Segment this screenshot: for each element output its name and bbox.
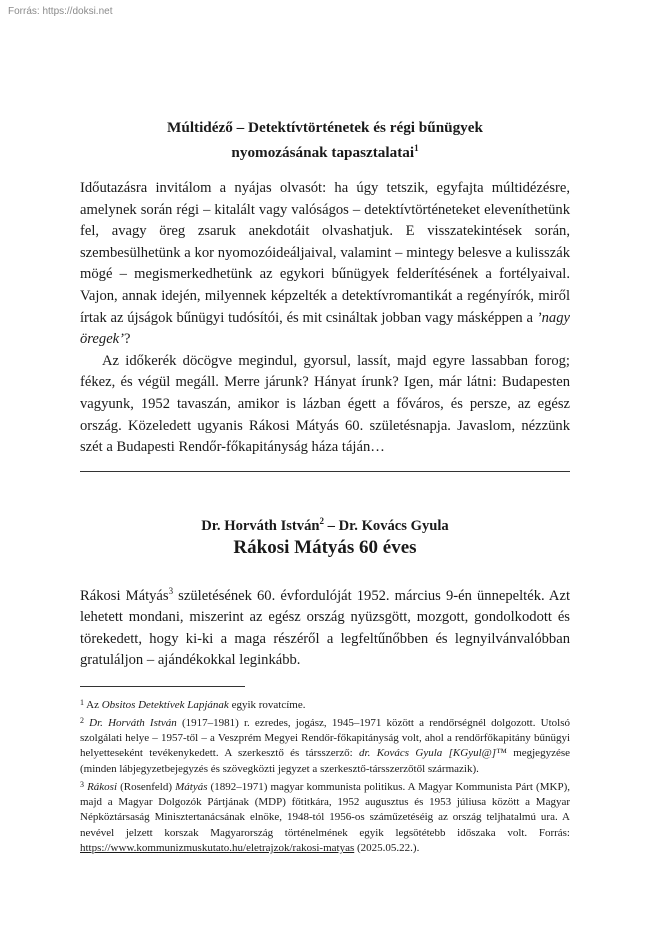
title-footnote-ref[interactable]: 1	[414, 143, 419, 153]
footnote-2-text-b: megjegyzése (minden lábjegyzetbejegyzés és szövegközti jegyzet a szerkesztő-társszerzőtől származik).	[80, 747, 570, 775]
footnote-3-source-link[interactable]: https://www.kommunizmuskutato.hu/eletrajzok/rakosi-matyas	[80, 841, 355, 854]
footnote-1-text-b: egyik rovatcíme.	[228, 698, 306, 711]
intro-paragraph-1	[80, 178, 570, 351]
author-2: – Dr. Kovács Gyula	[324, 517, 449, 534]
footnote-2-emphasis: Dr. Horváth István	[84, 717, 177, 730]
footnote-1-emphasis: Obsitos Detektívek Lapjának	[101, 698, 229, 711]
footnote-3-number: 3	[80, 779, 84, 789]
footnote-3-text-c: (2025.05.22.).	[354, 841, 420, 854]
page-content	[80, 0, 570, 856]
section-divider	[80, 471, 570, 472]
article-authors	[80, 512, 570, 535]
author-1: Dr. Horváth István	[201, 517, 320, 534]
body-name: Rákosi Mátyás	[80, 587, 169, 604]
intro-p1-emphasis: ’nagy öregek’	[80, 309, 570, 348]
intro-p1-end: ?	[124, 331, 131, 348]
intro-paragraph-2: Az időkerék döcögve megindul, gyorsul, lassít, majd egyre lassabban forog; fékez, és végül megáll. Merre járunk? Hányat írunk? Igen, már látni: Budapesten vagyunk, 1952 tavaszán, amikor is lázban égett a főváros, és persze, az egész ország. Közeledett ugyanis Rákosi Mátyás 60. születésnapja. Javaslom, nézzünk szét a Budapesti Rendőr-főkapitányság háza táján…	[80, 352, 570, 456]
footnote-3-emphasis: Rákosi	[84, 780, 118, 793]
title-line-2: nyomozásának tapasztalatai	[231, 144, 415, 162]
body-paragraph-1	[80, 581, 570, 672]
footnote-1-text-a: Az	[84, 698, 102, 711]
body-footnote-ref[interactable]: 3	[168, 585, 174, 596]
footnote-1	[80, 695, 570, 713]
footnote-1-number: 1	[80, 697, 84, 707]
footnote-3-text-a: (Rosenfeld)	[117, 780, 176, 793]
source-label: Forrás: https://doksi.net	[8, 6, 113, 17]
article-body	[80, 581, 570, 672]
footnote-3	[80, 777, 570, 856]
footnote-2-emphasis-2: dr. Kovács Gyula [KGyul@]™	[359, 747, 507, 760]
footnote-2-text-a: (1917–1981) r. ezredes, jogász, 1945–1971 között a rendőrségnél dolgozott. Utolsó szolgálati helye – 1957-től – a Veszprém Megyei Rendőr-főkapitányság volt, ahol a rendőrfőkapitány bűnügyi helyetteseként tevékenykedett. A szerkesztő és társszerző:	[80, 717, 570, 760]
footnote-3-emphasis-2: Mátyás	[175, 780, 208, 793]
footnote-3-text-b: (1892–1971) magyar kommunista politikus. A Magyar Kommunista Párt (MKP), majd a Magyar Dolgozók Pártjának (MDP) főtitkára, 1952 augusztus és 1953 júliusa között a Magyar Népköztársaság Minisztertanácsának elnöke, 1948-tól 1956-os száműzetéséig az ország teljhatalmú ura. A nevével jelzett korszak Magyarország történelmének egyik legsötétebb időszaka volt. Forrás:	[80, 780, 570, 839]
footnotes	[80, 695, 570, 856]
author-footnote-ref[interactable]: 2	[319, 515, 324, 526]
footnote-2-number: 2	[80, 716, 84, 726]
intro-p1-text: Időutazásra invitálom a nyájas olvasót: ha úgy tetszik, egyfajta múltidézésre, amelynek során régi – kitalált vagy valóságos – detektívtörténeteket eleveníthetünk fel, avagy öreg zsaruk anekdotáit olvashatjuk. E visszatekintések során, szembesülhetünk a kor nyomozóideáljaival, valamint – mintegy belesve a kulisszák mögé – megismerkedhetünk az egykori bűnügyek felderítésének a fortélyaival. Vajon, annak idején, milyennek képzelték a detektívromantikát a regényírók, miről írtak az újságok bűnügyi tudósítói, és mit csináltak jobban vagy másképpen a	[80, 180, 570, 326]
body-text: születésének 60. évfordulóját 1952. március 9-én ünnepelték. Azt lehetett mondani, miszerint az egész ország nyüzsgött, mozgott, gondolkodott és törekedett, hogy ki-ki a maga részéről a legfeltűnőbben és legnyilvánvalóbban gratuláljon – ajándékokkal leginkább.	[80, 587, 570, 669]
intro-text	[80, 178, 570, 459]
title-line-1: Múltidéző – Detektívtörténetek és régi bűnügyek	[167, 119, 483, 136]
article-title: Rákosi Mátyás 60 éves	[233, 536, 417, 558]
footnote-divider	[80, 686, 245, 687]
page-title	[80, 117, 570, 163]
footnote-2	[80, 713, 570, 777]
